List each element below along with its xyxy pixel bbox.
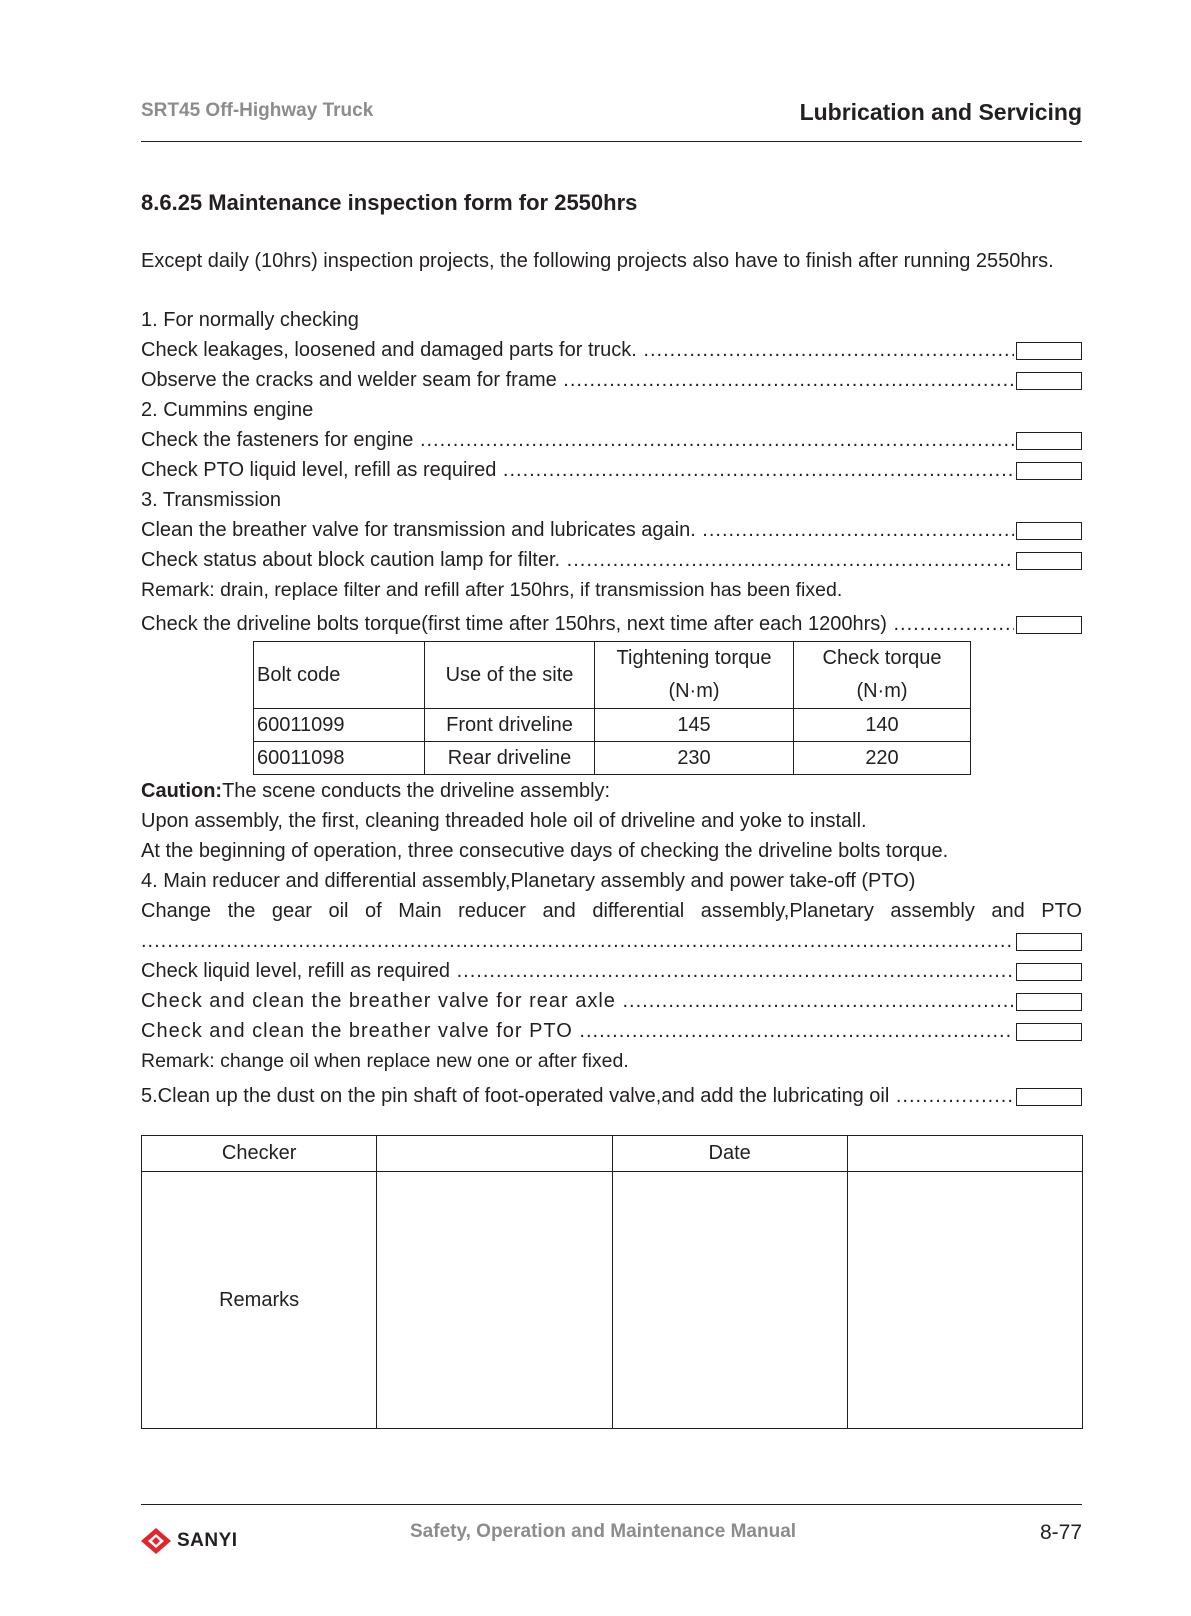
remarks-cell[interactable] (847, 1172, 1082, 1429)
check-box[interactable] (1016, 462, 1082, 480)
header-divider (141, 141, 1082, 142)
check-box[interactable] (1016, 552, 1082, 570)
remarks-cell[interactable] (377, 1172, 612, 1429)
checklist-item (141, 425, 1082, 455)
sanyi-logo (141, 1526, 238, 1556)
check-box[interactable] (1016, 522, 1082, 540)
item-text: Check status about block caution lamp for filter. ..... (141, 545, 1014, 575)
caution-text: The scene conducts the driveline assembly: (222, 780, 611, 802)
checker-value-cell[interactable] (377, 1136, 612, 1172)
checklist-item-gear-oil (141, 926, 1082, 956)
tightening-torque-cell: 230 (595, 742, 794, 775)
checklist-item (141, 1016, 1082, 1046)
checklist-item-foot-valve (141, 1081, 1082, 1111)
checklist-item (141, 455, 1082, 485)
bolt-torque-table (253, 641, 971, 775)
section-1-heading: 1. For normally checking (141, 309, 359, 331)
table-header-row (254, 642, 971, 709)
chapter-title: Lubrication and Servicing (799, 99, 1082, 125)
item-text: Observe the cracks and welder seam for frame ..... (141, 365, 1014, 395)
check-torque-cell: 220 (794, 742, 971, 775)
checklist-item (141, 515, 1082, 545)
gear-oil-change-text: Change the gear oil of Main reducer and differential assembly,Planetary assembly and PTO (141, 900, 1082, 922)
remarks-cell[interactable] (612, 1172, 847, 1429)
checklist-item (141, 956, 1082, 986)
bolt-code-cell: 60011099 (254, 709, 425, 742)
checker-label: Checker (142, 1136, 377, 1172)
table-row (254, 709, 971, 742)
item-text: Check PTO liquid level, refill as required ..... (141, 455, 1014, 485)
checklist-item (141, 335, 1082, 365)
item-text: Check the driveline bolts torque(first time after 150hrs, next time after each 1200hrs) ..... (141, 609, 1014, 639)
item-text: Check and clean the breather valve for rear axle ..... (141, 986, 1014, 1016)
check-box[interactable] (1016, 933, 1082, 951)
date-value-cell[interactable] (847, 1136, 1082, 1172)
check-torque-cell: 140 (794, 709, 971, 742)
sanyi-logo-icon (141, 1528, 171, 1554)
use-site-cell: Rear driveline (425, 742, 595, 775)
table-row (142, 1136, 1083, 1172)
checklist-item (141, 365, 1082, 395)
section-2-heading: 2. Cummins engine (141, 399, 314, 421)
transmission-remark: Remark: drain, replace filter and refill after 150hrs, if transmission has been fixed. (141, 579, 843, 601)
caution-label: Caution: (141, 780, 223, 802)
check-box[interactable] (1016, 616, 1082, 634)
manual-model-name: SRT45 Off-Highway Truck (141, 100, 374, 121)
checklist-item (141, 545, 1082, 575)
check-box[interactable] (1016, 1088, 1082, 1106)
section-4-heading: 4. Main reducer and differential assembly,Planetary assembly and power take-off (PTO) (141, 870, 916, 892)
table-row (254, 742, 971, 775)
use-site-cell: Front driveline (425, 709, 595, 742)
item-text (141, 926, 1014, 956)
bolt-code-cell: 60011098 (254, 742, 425, 775)
check-box[interactable] (1016, 432, 1082, 450)
checklist-item (141, 986, 1082, 1016)
header-tightening-torque: Tightening torque (N·m) (595, 642, 794, 709)
check-box[interactable] (1016, 342, 1082, 360)
manual-title-footer: Safety, Operation and Maintenance Manual (410, 1521, 797, 1542)
checklist-item-driveline (141, 609, 1082, 639)
check-box[interactable] (1016, 1023, 1082, 1041)
item-text: 5.Clean up the dust on the pin shaft of foot-operated valve,and add the lubricating oil ..... (141, 1081, 1014, 1111)
date-label: Date (612, 1136, 847, 1172)
page-number: 8-77 (1039, 1521, 1082, 1544)
item-text: Check leakages, loosened and damaged parts for truck. ..... (141, 335, 1014, 365)
item-text: Check the fasteners for engine ..... (141, 425, 1014, 455)
tightening-torque-cell: 145 (595, 709, 794, 742)
axle-remark: Remark: change oil when replace new one or after fixed. (141, 1050, 629, 1072)
logo-wordmark: SANYI (177, 1530, 238, 1551)
caution-line: At the beginning of operation, three consecutive days of checking the driveline bolts torque. (141, 840, 949, 862)
item-text: Clean the breather valve for transmission and lubricates again. ..... (141, 515, 1014, 545)
check-box[interactable] (1016, 963, 1082, 981)
header-bolt-code: Bolt code (254, 642, 425, 709)
item-text: Check liquid level, refill as required ..... (141, 956, 1014, 986)
check-box[interactable] (1016, 993, 1082, 1011)
caution-note (141, 776, 610, 806)
remarks-label: Remarks (142, 1172, 377, 1429)
table-row (142, 1172, 1083, 1429)
intro-paragraph: Except daily (10hrs) inspection projects, the following projects also have to finish after running 2550hrs. (141, 250, 1054, 272)
signoff-table (141, 1135, 1083, 1429)
header-use-of-site: Use of the site (425, 642, 595, 709)
footer-divider (141, 1504, 1082, 1505)
header-check-torque: Check torque (N·m) (794, 642, 971, 709)
caution-line: Upon assembly, the first, cleaning threaded hole oil of driveline and yoke to install. (141, 810, 867, 832)
section-3-heading: 3. Transmission (141, 489, 282, 511)
item-text: Check and clean the breather valve for PTO ..... (141, 1016, 1014, 1046)
page-title: 8.6.25 Maintenance inspection form for 2550hrs (141, 190, 638, 215)
check-box[interactable] (1016, 372, 1082, 390)
